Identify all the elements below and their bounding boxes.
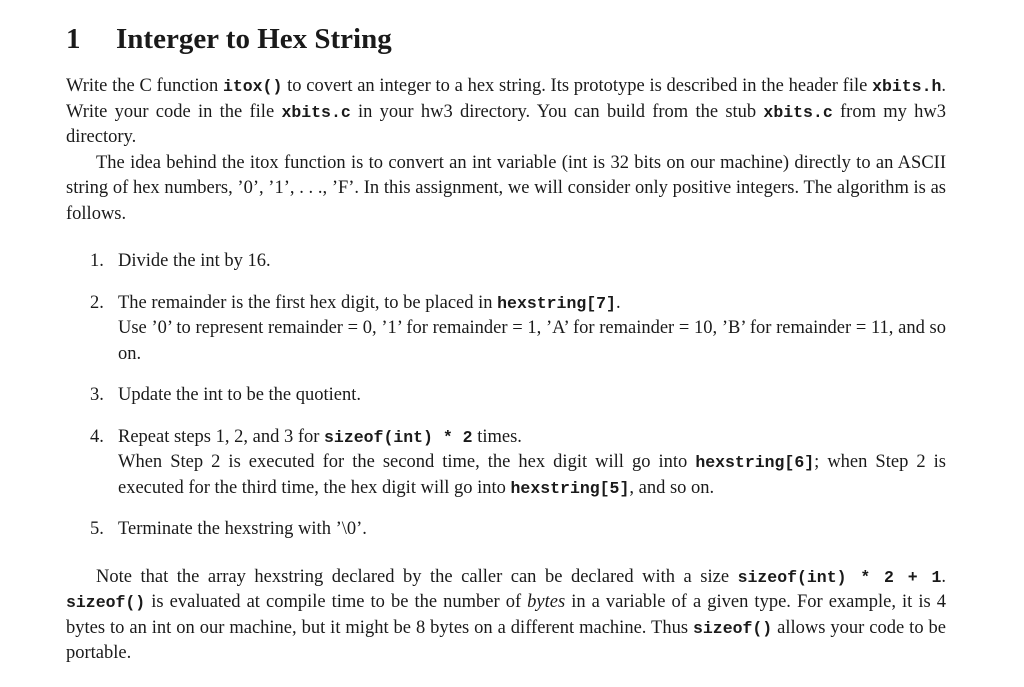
- intro-text-4: in your hw3 directory. You can build from the stub: [350, 101, 764, 122]
- step-text-part: times.: [472, 426, 522, 447]
- step-text-part: The remainder is the first hex digit, to be placed in: [118, 292, 498, 313]
- code-xbits-h: xbits.h: [872, 77, 942, 96]
- note-text-part: in a variable of a given type. For example, it is 4 bytes to an int on our machine, but it might be 8 bytes on a different machine. Thus: [66, 592, 946, 638]
- step-text-part: .: [615, 292, 621, 313]
- intro-paragraph: [66, 74, 946, 151]
- step-text-part: , and so on.: [629, 477, 715, 498]
- step-text-part: Repeat steps 1, 2, and 3 for: [118, 426, 325, 447]
- intro-text-5: from my hw3 directory.: [66, 101, 946, 147]
- section-title: Interger to Hex String: [116, 23, 392, 55]
- emphasis-bytes: bytes: [527, 592, 566, 612]
- intro-text-2: to covert an integer to a hex string. Its prototype is described in the header file: [282, 76, 873, 96]
- step-text: [118, 291, 946, 368]
- code-sizeof-int-times-2: sizeof(int) * 2: [324, 427, 473, 447]
- idea-paragraph: The idea behind the itox function is to convert an int variable (int is 32 bits on our machine) directly to an ASCII string of hex numbers, ’0’, ’1’, . . ., ’F’. In this assignment, we will consider only positive integers. The algorithm is as follows.: [66, 152, 946, 224]
- step-number: 3.: [90, 385, 104, 405]
- step-text-part: ; when Step 2 is executed for the third time, the hex digit will go into: [118, 452, 946, 498]
- step-text-part: When Step 2 is executed for the second time, the hex digit will go into: [118, 452, 696, 472]
- step-text: Terminate the hexstring with ’\0’.: [118, 519, 367, 539]
- intro-text-3: . Write your code in the file: [66, 76, 946, 122]
- step-item: [66, 517, 946, 543]
- code-itox: itox(): [222, 77, 283, 96]
- document-page: [66, 22, 946, 667]
- step-item: [66, 249, 946, 275]
- code-array-size: sizeof(int) * 2 + 1: [737, 567, 942, 587]
- code-hexstring-5: hexstring[5]: [510, 478, 630, 498]
- step-text: Update the int to be the quotient.: [118, 385, 362, 405]
- note-paragraph: [66, 565, 946, 667]
- section-number: 1: [66, 23, 81, 55]
- step-item: [66, 425, 946, 502]
- step-number: 2.: [90, 292, 104, 313]
- note-text-part: allows your code to be portable.: [66, 617, 946, 663]
- step-text-part: Use ’0’ to represent remainder = 0, ’1’ for remainder = 1, ’A’ for remainder = 10, ’B’ for remainder = 11, and so on.: [118, 318, 946, 364]
- code-hexstring-7: hexstring[7]: [497, 293, 616, 313]
- step-text: [118, 425, 946, 502]
- code-xbits-c: xbits.c: [281, 102, 351, 122]
- step-item: [66, 291, 946, 368]
- intro-text-1: Write the C function: [66, 76, 223, 96]
- code-sizeof: sizeof(): [66, 593, 146, 612]
- step-item: [66, 383, 946, 409]
- algorithm-steps: [66, 249, 946, 543]
- step-text: Divide the int by 16.: [118, 251, 271, 271]
- code-hexstring-6: hexstring[6]: [695, 453, 815, 472]
- section-heading: [66, 22, 946, 56]
- step-number: 1.: [90, 251, 104, 271]
- code-sizeof-2: sizeof(): [693, 618, 773, 638]
- note-text-part: .: [941, 566, 946, 587]
- note-text-part: Note that the array hexstring declared by the caller can be declared with a size: [96, 566, 738, 587]
- step-number: 5.: [90, 519, 104, 539]
- note-text-part: is evaluated at compile time to be the number of: [145, 592, 528, 612]
- code-xbits-c-stub: xbits.c: [763, 102, 833, 122]
- step-number: 4.: [90, 426, 104, 447]
